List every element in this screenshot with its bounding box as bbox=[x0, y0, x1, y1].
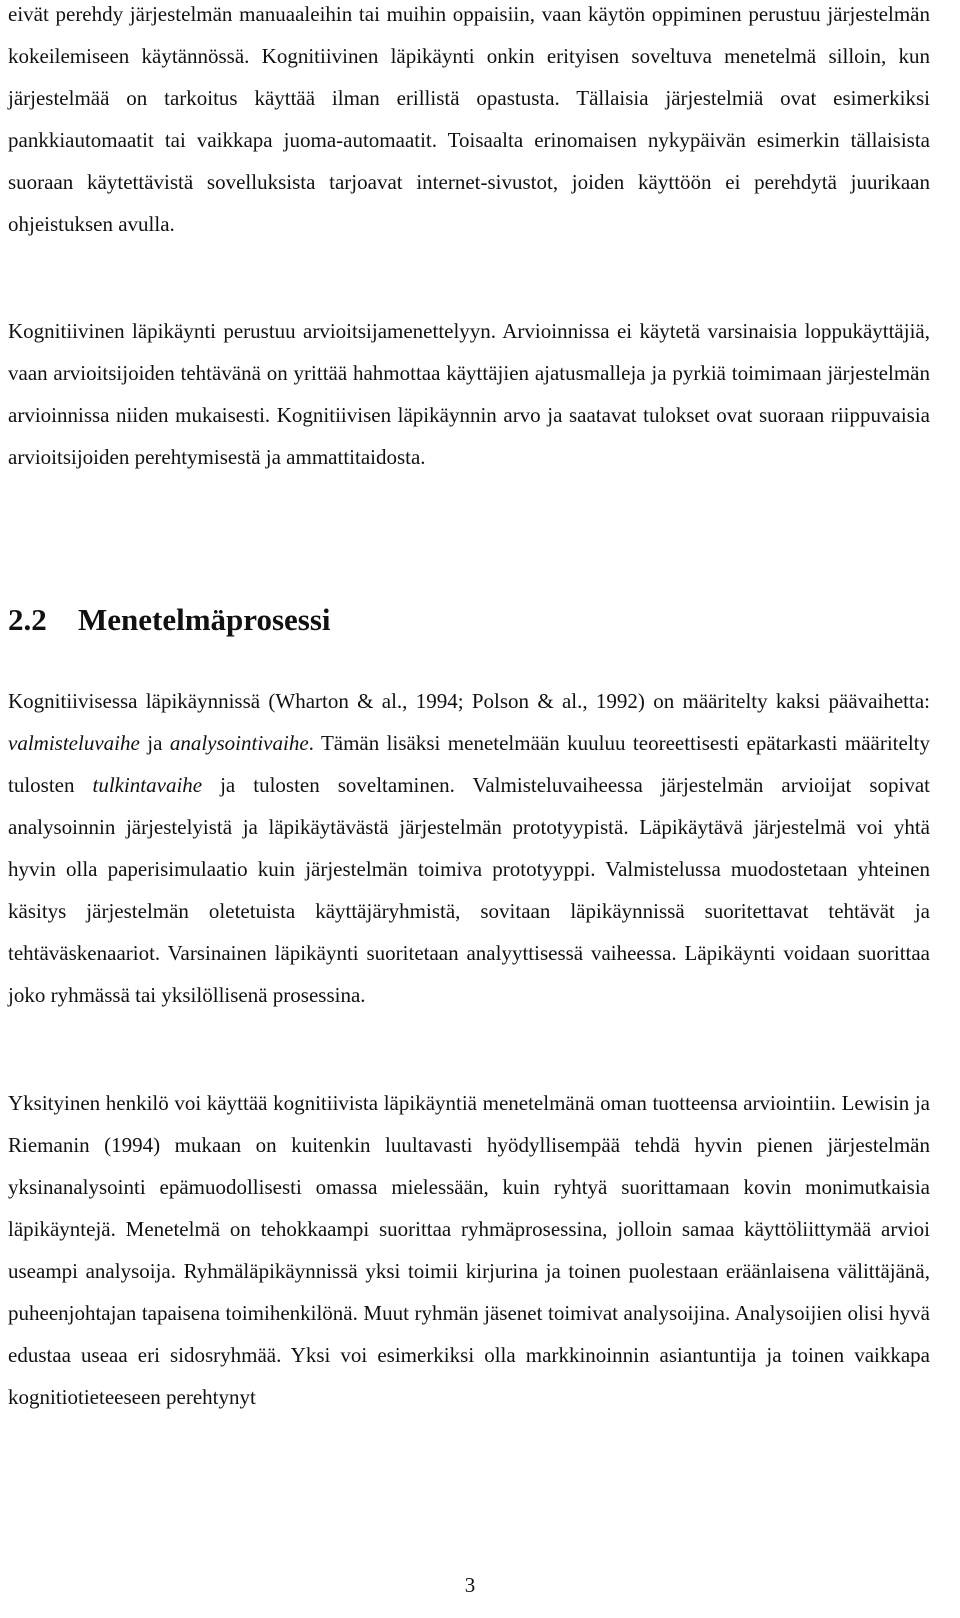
text-run: . Tämän lisäksi menetelmään kuuluu teoreettisesti epätarkasti määritelty tulosten bbox=[8, 731, 931, 797]
page-number: 3 bbox=[464, 1573, 476, 1597]
emphasis-analysointivaihe: analysointivaihe bbox=[169, 731, 309, 755]
text-run: ja bbox=[139, 731, 170, 755]
paragraph-evaluator: Kognitiivinen läpikäynti perustuu arvioitsijamenettelyyn. Arvioinnissa ei käytetä varsinaisia loppukäyttäjiä, vaan arvioitsijoiden tehtävänä on yrittää hahmottaa käyttäjien ajatusmalleja ja pyrkiä toimimaan järjestelmän arvioinnissa niiden mukaisesti. Kognitiivisen läpikäynnin arvo ja saatavat tulokset ovat suoraan riippuvaisia arvioitsijoiden perehtymisestä ja ammattitaidosta. bbox=[8, 319, 930, 469]
section-number: 2.2 bbox=[8, 602, 47, 637]
text-run: Kognitiivisessa läpikäynnissä (Wharton & al., 1994; Polson & al., 1992) on määritelty kaksi päävaihetta: bbox=[8, 689, 930, 713]
emphasis-tulkintavaihe: tulkintavaihe bbox=[92, 773, 203, 797]
paragraph-intro: eivät perehdy järjestelmän manuaaleihin tai muihin oppaisiin, vaan käytön oppiminen perustuu järjestelmän kokeilemiseen käytännössä. Kognitiivinen läpikäynti onkin erityisen soveltuva menetelmä silloin, kun järjestelmää on tarkoitus käyttää ilman erillistä opastusta. Tällaisia järjestelmiä ovat esimerkiksi pankkiautomaatit tai vaikkapa juoma-automaatit. Toisaalta erinomaisen nykypäivän esimerkin tällaisista suoraan käytettävistä sovelluksista tarjoavat internet-sivustot, joiden käyttöön ei perehdytä juurikaan ohjeistuksen avulla. bbox=[8, 2, 930, 236]
emphasis-valmisteluvaihe: valmisteluvaihe bbox=[8, 731, 140, 755]
section-heading bbox=[8, 600, 331, 640]
paragraph-group-process: Yksityinen henkilö voi käyttää kognitiivista läpikäyntiä menetelmänä oman tuotteensa arviointiin. Lewisin ja Riemanin (1994) mukaan on kuitenkin luultavasti hyödyllisempää tehdä hyvin pienen järjestelmän yksinanalysointi epämuodollisesti omassa mielessään, kuin ryhtyä suorittamaan kovin monimutkaisia läpikäyntejä. Menetelmä on tehokkaampi suorittaa ryhmäprosessina, jolloin samaa käyttöliittymää arvioi useampi analysoija. Ryhmäläpikäynnissä yksi toimii kirjurina ja toinen puolestaan eräänlaisena välittäjänä, puheenjohtajan tapaisena toimihenkilönä. Muut ryhmän jäsenet toimivat analysoijina. Analysoijien olisi hyvä edustaa useaa eri sidosryhmää. Yksi voi esimerkiksi olla markkinoinnin asiantuntija ja toinen vaikkapa kognitiotieteeseen perehtynyt bbox=[8, 1091, 930, 1409]
text-run: ja tulosten soveltaminen. Valmisteluvaiheessa järjestelmän arvioijat sopivat analysoinnin järjestelyistä ja läpikäytävästä järjestelmän prototyypistä. Läpikäytävä järjestelmä voi yhtä hyvin olla paperisimulaatio kuin järjestelmän toimiva prototyyppi. Valmistelussa muodostetaan yhteinen käsitys järjestelmän oletetuista käyttäjäryhmistä, sovitaan läpikäynnissä suoritettavat tehtävät ja tehtäväskenaariot. Varsinainen läpikäynti suoritetaan analyyttisessä vaiheessa. Läpikäynti voidaan suorittaa joko ryhmässä tai yksilöllisenä prosessina. bbox=[8, 773, 930, 1007]
paragraph-phases bbox=[8, 680, 930, 1016]
section-title: Menetelmäprosessi bbox=[78, 602, 331, 637]
